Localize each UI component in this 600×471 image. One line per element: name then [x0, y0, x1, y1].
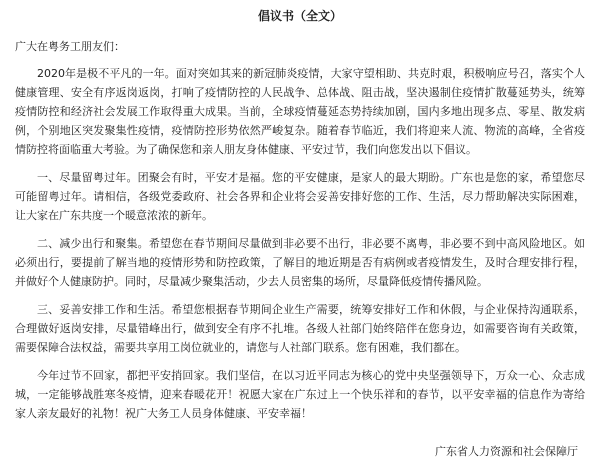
paragraph-stay-in-guangdong: 一、尽量留粤过年。团聚会有时，平安才是福。您的平安健康，是家人的最大期盼。广东也是您的家，希望您尽可能留粤过年。请相信，各级党委政府、社会各界和企业将会妥善安排好您的工作、生活，尽力帮助解决实际困难，让大家在广东共度一个暖意浓浓的新年。 [15, 171, 585, 222]
paragraph-reduce-travel: 二、减少出行和聚集。希望您在春节期间尽量做到非必要不出行，非必要不离粤，非必要不到中高风险地区。如必须出行，要提前了解当地的疫情形势和防控政策，了解目的地近期是否有病例或者疫情发生，及时合理安排行程，并做好个人健康防护。同时，尽量减少聚集活动，少去人员密集的场所，尽量降低疫情传播风险。 [15, 237, 585, 288]
paragraph-intro: 2020年是极不平凡的一年。面对突如其来的新冠肺炎疫情，大家守望相助、共克时艰，积极响应号召，落实个人健康管理、安全有序返岗返岗，打响了疫情防控的人民战争、总体战、阻击战，坚决遏制住疫情扩散蔓延势头，统筹疫情防控和经济社会发展工作取得重大成果。当前，全球疫情蔓延态势持续加剧，国内多地出现多点、零星、散发病例，个别地区突发聚集性疫情，疫情防控形势依然严峻复杂。随着春节临近，我们将迎来人流、物流的高峰，全省疫情防控将面临重大考验。为了确保您和亲人朋友身体健康、平安过节，我们向您发出以下倡议。 [15, 67, 585, 156]
paragraph-arrange-work-life: 三、妥善安排工作和生活。希望您根据春节期间企业生产需要，统筹安排好工作和休假，与企业保持沟通联系，合理做好返岗安排，尽量错峰出行，做到安全有序不扎堆。各级人社部门始终陪伴在您身边，如需要咨询有关政策，需要保障合法权益，需要共享用工岗位就业的，请您与人社部门联系。您有困难，我们都在。 [15, 303, 585, 354]
document-title: 倡议书（全文） [257, 9, 342, 23]
paragraph-closing: 今年过节不回家，都把平安捎回家。我们坚信，在以习近平同志为核心的党中央坚强领导下，万众一心、众志成城，一定能够战胜寒冬疫情，迎来春暖花开！祝愿大家在广东过上一个快乐祥和的春节，以平安幸福的信息作为寄给家人亲友最好的礼物！祝广大务工人员身体健康、平安幸福！ [15, 369, 585, 420]
greeting-line: 广大在粤务工朋友们： [15, 40, 125, 53]
signature-issuer: 广东省人力资源和社会保障厅 [435, 445, 578, 458]
